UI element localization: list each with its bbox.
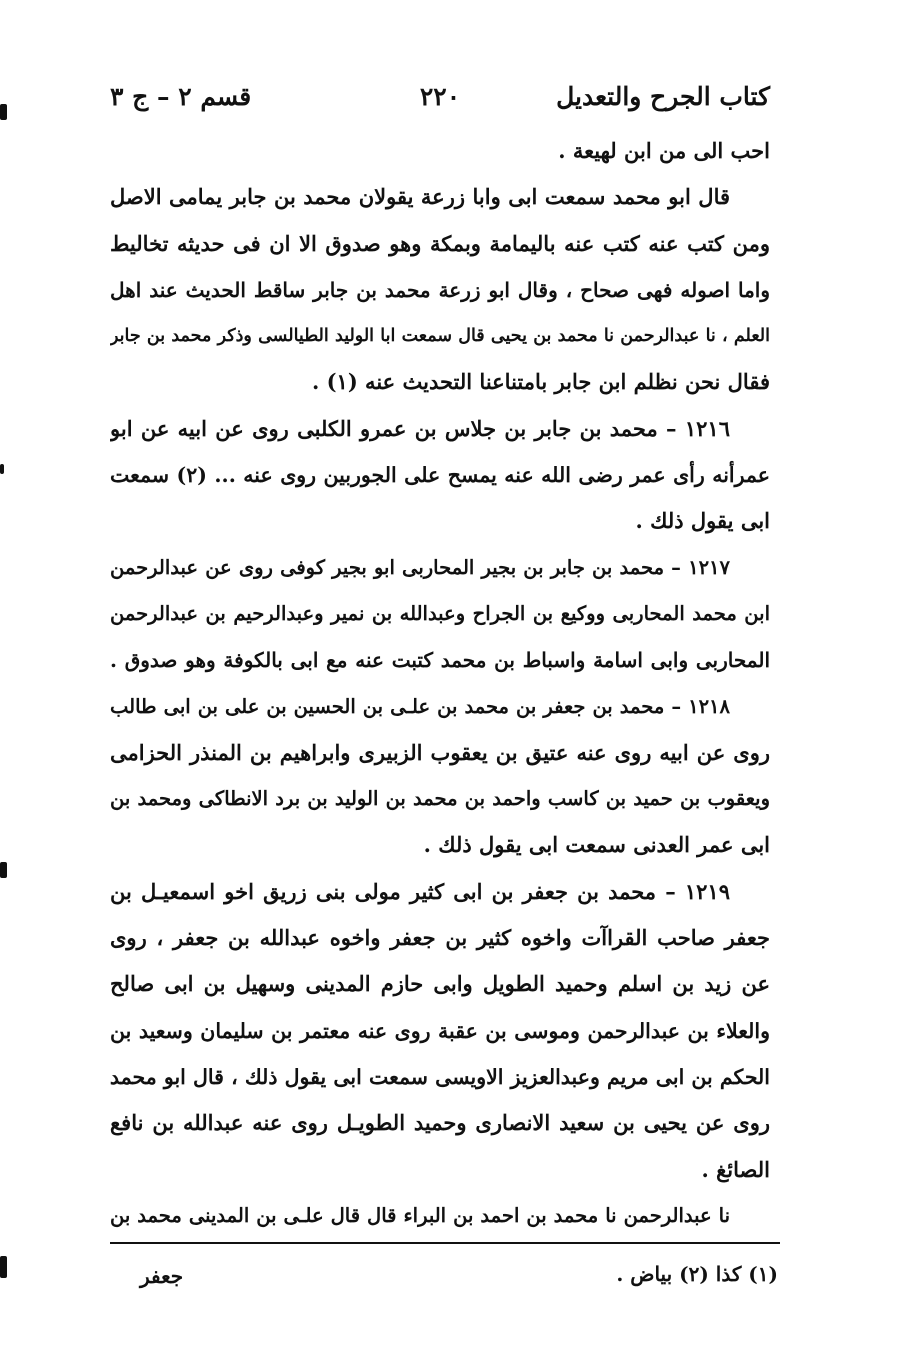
text-line: ابى عمر العدنى سمعت ابى يقول ذلك . — [423, 832, 770, 858]
catchword: جعفر — [140, 1264, 184, 1288]
text-line: الحكم بن ابى مريم وعبدالعزيز الاويسى سمعت ابى يقول ذلك ، قال ابو محمد — [110, 1064, 770, 1089]
text-line: نا عبدالرحمن نا محمد بن احمد بن البراء قال قال علـى بن المدينى محمد بن — [110, 1203, 730, 1227]
text-line: ابى يقول ذلك . — [635, 508, 770, 534]
footnote: (١) كذا (٢) بياض . — [616, 1262, 778, 1286]
text-line: روى عن يحيى بن سعيد الانصارى وحميد الطويـل روى عنه عبدالله بن نافع — [110, 1110, 770, 1136]
entry-1217-line: ١٢١٧ – محمد بن جابر بن بجير المحاربى ابو بجير كوفى روى عن عبدالرحمن — [110, 555, 730, 579]
text-line: روى عن ابيه روى عنه عتيق بن يعقوب الزبيرى وابراهيم بن المنذر الحزامى — [110, 739, 770, 765]
text-line: قال ابو محمد سمعت ابى وابا زرعة يقولان محمد بن جابر يمامى الاصل — [110, 184, 730, 210]
text-line: الصائغ . — [701, 1156, 770, 1182]
margin-mark — [0, 862, 7, 878]
book-title: كتاب الجرح والتعديل — [556, 82, 770, 111]
page-number: ٢٢٠ — [419, 82, 461, 111]
margin-mark — [0, 464, 4, 474]
part-volume-label: قسم ٢ – ج ٣ — [110, 82, 252, 111]
text-line: احب الى من ابن لهيعة . — [558, 138, 770, 163]
text-line: المحاربى وابى اسامة واسباط بن محمد كتبت عنه مع ابى بالكوفة وهو صدوق . — [110, 648, 770, 673]
text-line: ويعقوب بن حميد بن كاسب واحمد بن محمد بن الوليد بن برد الانطاكى ومحمد بن — [110, 787, 770, 811]
text-line: فقال نحن نظلم ابن جابر بامتناعنا التحديث عنه (١) . — [311, 369, 770, 395]
text-line: والعلاء بن عبدالرحمن وموسى بن عقبة روى عنه معتمر بن سليمان وسعيد بن — [110, 1018, 770, 1043]
margin-mark — [0, 1256, 7, 1278]
text-line: جعفر صاحب القراآت واخوه كثير بن جعفر واخوه عبدالله بن جعفر ، روى — [110, 925, 770, 951]
text-line: عن زيد بن اسلم وحميد الطويل وابى حازم المدينى وسهيل بن ابى صالح — [110, 971, 770, 997]
text-line: ومن كتب عنه كتب عنه باليمامة وبمكة وهو صدوق الا ان فى حديثه تخاليط — [110, 230, 770, 256]
entry-1218-line: ١٢١٨ – محمد بن جعفر بن محمد بن علـى بن الحسين بن على بن ابى طالب — [110, 694, 730, 718]
page-header — [110, 82, 770, 122]
margin-mark — [0, 104, 7, 120]
footnote-divider — [110, 1242, 780, 1244]
text-line: العلم ، نا عبدالرحمن نا محمد بن يحيى قال سمعت ابا الوليد الطيالسى وذكر محمد بن جابر — [110, 326, 770, 347]
entry-1219-line: ١٢١٩ – محمد بن جعفر بن ابى كثير مولى بنى زريق اخو اسمعيـل بن — [110, 878, 730, 904]
body-text — [110, 128, 770, 1239]
text-line: واما اصوله فهى صحاح ، وقال ابو زرعة محمد بن جابر ساقط الحديث عند اهل — [110, 277, 770, 302]
text-line: عمرأنه رأى عمر رضى الله عنه يمسح على الجوربين روى عنه ... (٢) سمعت — [110, 463, 770, 488]
entry-1216-line: ١٢١٦ – محمد بن جابر بن جلاس بن عمرو الكلبى روى عن ابيه عن ابو — [110, 415, 730, 441]
text-line: ابن محمد المحاربى ووكيع بن الجراح وعبدالله بن نمير وعبدالرحيم بن عبدالرحمن — [110, 601, 770, 625]
